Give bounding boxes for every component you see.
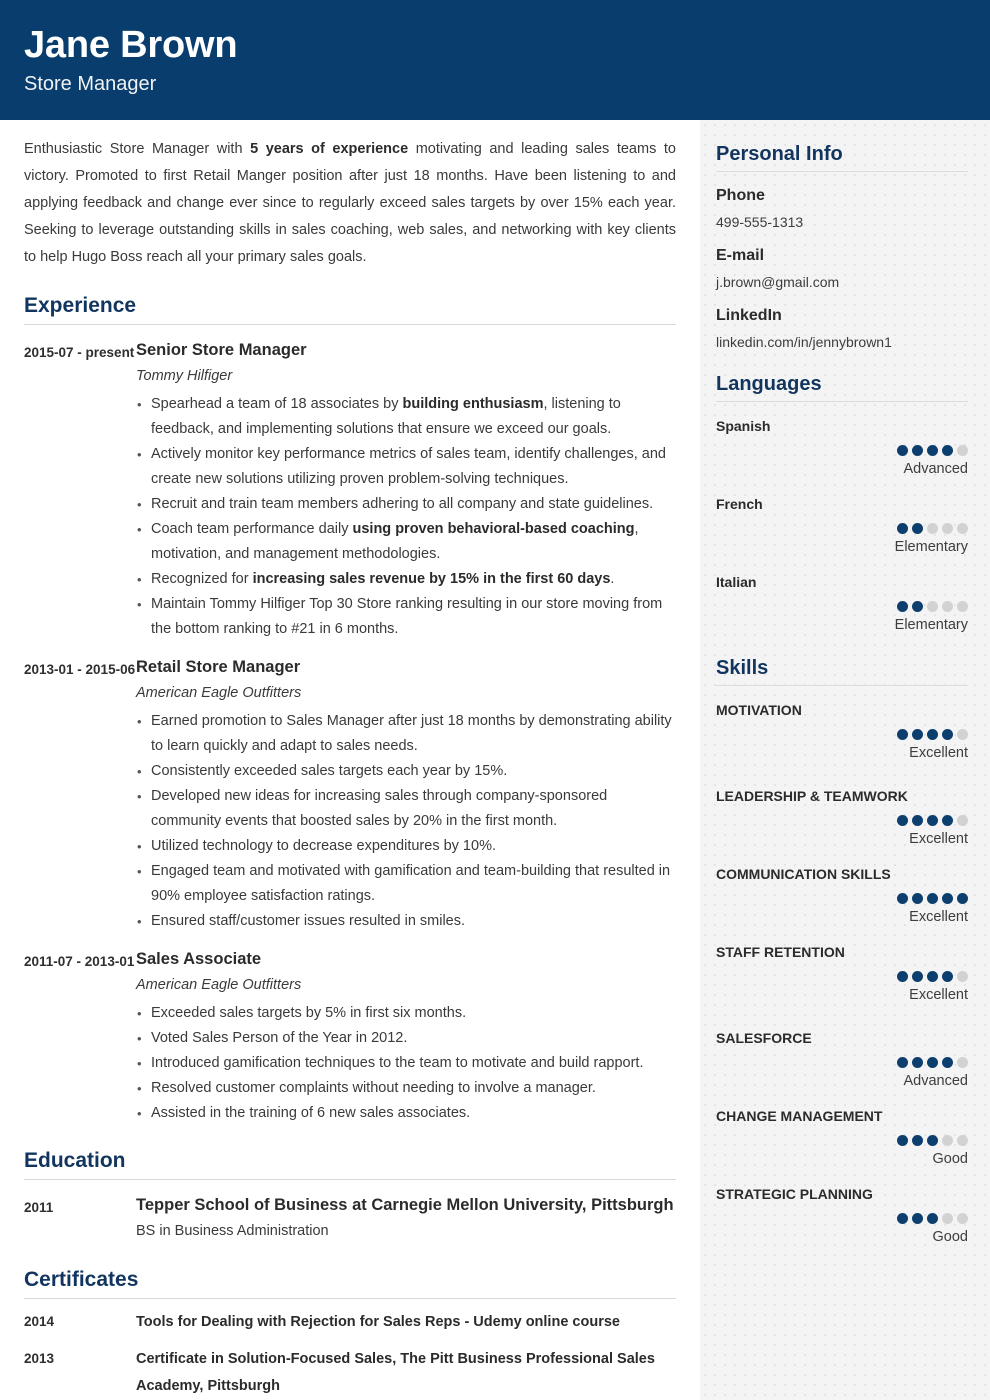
summary-part1: Enthusiastic Store Manager with — [24, 141, 251, 157]
entry-dates: 2013 — [24, 1351, 55, 1366]
entry-role: Sales Associate — [136, 950, 262, 968]
bullet-text: Coach team performance daily — [151, 521, 353, 537]
rating-dots — [716, 893, 968, 904]
rating-dot-filled — [942, 1057, 953, 1068]
rating-item — [716, 1028, 968, 1092]
rating-name: SALESFORCE — [716, 1030, 812, 1046]
rating-name: STRATEGIC PLANNING — [716, 1186, 873, 1202]
rating-dot-filled — [897, 1213, 908, 1224]
entry-bullet — [136, 1026, 676, 1051]
bullet-text: Voted Sales Person of the Year in 2012. — [151, 1030, 408, 1046]
resume-header — [0, 0, 990, 120]
entry-bullet — [136, 1051, 676, 1076]
bullet-text: Engaged team and motivated with gamification and team-building that resulted in 90% employee satisfaction ratings. — [151, 863, 671, 904]
bullet-text: Actively monitor key performance metrics of sales team, identify challenges, and create new solutions utilizing proven problem-solving techniques. — [151, 446, 666, 487]
bullet-text: Developed new ideas for increasing sales through company-sponsored community events that boosted sales by 20% in the first month. — [151, 788, 608, 829]
rating-name: Spanish — [716, 418, 771, 434]
rating-dot-empty — [957, 971, 968, 982]
bullet-text: Maintain Tommy Hilfiger Top 30 Store ranking resulting in our store moving from the bottom ranking to #21 in 6 months. — [151, 596, 663, 637]
rating-item — [716, 700, 968, 764]
bullet-text-tail: , listening to feedback, and implementing solutions that ensure we exceed our goals. — [151, 396, 621, 437]
bullet-text-tail: . — [610, 571, 615, 587]
entry-bullet-list — [136, 709, 676, 934]
entry-content — [136, 1193, 676, 1245]
rating-dot-filled — [927, 729, 938, 740]
entry-organization: American Eagle Outfitters — [136, 685, 302, 701]
entry-bullet-list — [136, 1001, 676, 1126]
bullet-text: Utilized technology to decrease expenditures by 10%. — [151, 838, 496, 854]
rating-dot-empty — [942, 601, 953, 612]
rating-dot-empty — [957, 601, 968, 612]
rating-dot-filled — [912, 1057, 923, 1068]
rating-dot-filled — [927, 971, 938, 982]
entry-dates: 2015-07 - present — [24, 345, 135, 360]
contact-label: Phone — [716, 187, 765, 204]
rating-dot-filled — [927, 445, 938, 456]
rating-dot-empty — [927, 601, 938, 612]
rating-dots — [716, 601, 968, 612]
entry-dates: 2011 — [24, 1200, 54, 1215]
rating-level: Excellent — [909, 745, 968, 761]
entry-bullet — [136, 909, 676, 934]
rating-dot-empty — [927, 523, 938, 534]
entry-organization: Tommy Hilfiger — [136, 368, 233, 384]
bullet-highlight: using proven behavioral-based coaching — [352, 521, 635, 537]
rating-dot-filled — [912, 1213, 923, 1224]
summary-highlight: 5 years of experience — [250, 141, 409, 157]
main-column — [0, 120, 700, 1400]
entry-dates: 2013-01 - 2015-06 — [24, 662, 136, 677]
bullet-text: Recognized for — [151, 571, 253, 587]
rating-dots — [716, 1135, 968, 1146]
entry-organization: American Eagle Outfitters — [136, 977, 302, 993]
rating-level: Excellent — [909, 909, 968, 925]
rating-level: Good — [932, 1151, 968, 1167]
education-degree: BS in Business Administration — [136, 1223, 329, 1239]
bullet-text: Consistently exceeded sales targets each year by 15%. — [151, 763, 508, 779]
rating-dot-filled — [927, 1213, 938, 1224]
rating-item — [716, 864, 968, 928]
rating-item — [716, 572, 968, 636]
entry-role: Senior Store Manager — [136, 341, 307, 359]
entry-bullet — [136, 1001, 676, 1026]
entry-bullet — [136, 492, 676, 517]
entry-bullet — [136, 592, 676, 642]
rating-dot-empty — [957, 445, 968, 456]
rating-dots — [716, 445, 968, 456]
sidebar-column — [700, 120, 990, 1400]
contact-value: j.brown@gmail.com — [716, 274, 840, 290]
rating-level: Excellent — [909, 831, 968, 847]
rating-dot-empty — [942, 1135, 953, 1146]
rating-dot-filled — [897, 601, 908, 612]
contact-value: linkedin.com/in/jennybrown1 — [716, 334, 892, 350]
bullet-text-tail: , motivation, and management methodologies. — [151, 521, 639, 562]
entry-bullet — [136, 859, 676, 909]
rating-name: Italian — [716, 574, 757, 590]
rating-name: MOTIVATION — [716, 702, 802, 718]
rating-dot-filled — [897, 1057, 908, 1068]
rating-name: LEADERSHIP & TEAMWORK — [716, 788, 908, 804]
rating-dot-filled — [912, 815, 923, 826]
contact-list — [716, 185, 968, 352]
rating-dots — [716, 815, 968, 826]
education-school: Tepper School of Business at Carnegie Mellon University, Pittsburgh — [136, 1196, 674, 1214]
bullet-text: Recruit and train team members adhering to all company and state guidelines. — [151, 496, 654, 512]
entry-bullet — [136, 442, 676, 492]
certificate-text: Tools for Dealing with Rejection for Sales Reps - Udemy online course — [136, 1314, 620, 1330]
rating-item — [716, 416, 968, 480]
rating-level: Elementary — [894, 539, 968, 555]
bullet-text: Ensured staff/customer issues resulted in smiles. — [151, 913, 466, 929]
rating-dots — [716, 523, 968, 534]
rating-dots — [716, 971, 968, 982]
entry-bullet — [136, 759, 676, 784]
bullet-text: Resolved customer complaints without needing to involve a manager. — [151, 1080, 596, 1096]
rating-dot-filled — [942, 729, 953, 740]
section-heading-experience: Experience — [24, 293, 676, 325]
rating-item — [716, 786, 968, 850]
certificates-list — [24, 1309, 676, 1400]
rating-dot-empty — [957, 1213, 968, 1224]
rating-item — [716, 1184, 968, 1248]
rating-dot-empty — [942, 523, 953, 534]
section-heading-skills: Skills — [716, 656, 968, 686]
rating-dot-filled — [912, 729, 923, 740]
bullet-highlight: increasing sales revenue by 15% in the first 60 days — [252, 571, 611, 587]
professional-summary — [24, 136, 676, 271]
rating-dot-filled — [927, 893, 938, 904]
rating-name: CHANGE MANAGEMENT — [716, 1108, 883, 1124]
rating-dot-empty — [957, 729, 968, 740]
rating-dot-filled — [897, 729, 908, 740]
entry-dates: 2014 — [24, 1314, 55, 1329]
rating-dot-filled — [897, 445, 908, 456]
candidate-job-title: Store Manager — [24, 73, 157, 95]
rating-dot-filled — [897, 971, 908, 982]
rating-dot-empty — [957, 1135, 968, 1146]
rating-dot-filled — [942, 445, 953, 456]
rating-dots — [716, 729, 968, 740]
rating-dot-filled — [912, 445, 923, 456]
rating-level: Advanced — [903, 461, 968, 477]
rating-dot-filled — [897, 893, 908, 904]
entry-bullet — [136, 709, 676, 759]
contact-value: 499-555-1313 — [716, 214, 804, 230]
section-heading-personal-info: Personal Info — [716, 142, 968, 172]
entry-role: Retail Store Manager — [136, 658, 301, 676]
experience-entry — [24, 338, 676, 642]
section-heading-certificates: Certificates — [24, 1267, 676, 1299]
entry-bullet — [136, 392, 676, 442]
candidate-name: Jane Brown — [24, 24, 238, 66]
section-heading-languages: Languages — [716, 372, 968, 402]
rating-dot-filled — [912, 893, 923, 904]
rating-dot-filled — [897, 523, 908, 534]
rating-dot-empty — [957, 1057, 968, 1068]
entry-bullet — [136, 517, 676, 567]
entry-bullet-list — [136, 392, 676, 642]
contact-label: LinkedIn — [716, 307, 782, 324]
rating-dot-filled — [927, 815, 938, 826]
rating-dot-filled — [927, 1057, 938, 1068]
rating-name: STAFF RETENTION — [716, 944, 845, 960]
entry-content — [136, 655, 676, 934]
rating-level: Excellent — [909, 987, 968, 1003]
bullet-highlight: building enthusiasm — [402, 396, 544, 412]
entry-content — [136, 338, 676, 642]
bullet-text: Exceeded sales targets by 5% in first six months. — [151, 1005, 467, 1021]
rating-dots — [716, 1057, 968, 1068]
bullet-text: Spearhead a team of 18 associates by — [151, 396, 403, 412]
rating-level: Advanced — [903, 1073, 968, 1089]
entry-content — [136, 947, 676, 1126]
rating-name: French — [716, 496, 763, 512]
rating-dot-empty — [957, 523, 968, 534]
entry-bullet — [136, 567, 676, 592]
bullet-text: Assisted in the training of 6 new sales associates. — [151, 1105, 471, 1121]
rating-dot-filled — [912, 971, 923, 982]
rating-item — [716, 942, 968, 1006]
rating-dot-empty — [942, 1213, 953, 1224]
certificate-entry — [24, 1346, 676, 1400]
rating-dot-filled — [912, 601, 923, 612]
rating-level: Good — [932, 1229, 968, 1245]
rating-item — [716, 1106, 968, 1170]
rating-dots — [716, 1213, 968, 1224]
rating-dot-filled — [927, 1135, 938, 1146]
entry-bullet — [136, 1076, 676, 1101]
experience-entry — [24, 947, 676, 1126]
entry-bullet — [136, 1101, 676, 1126]
bullet-text: Earned promotion to Sales Manager after just 18 months by demonstrating ability to learn quickly and adapt to sales needs. — [151, 713, 672, 754]
resume-body — [0, 120, 990, 1400]
entry-bullet — [136, 834, 676, 859]
rating-dot-empty — [957, 815, 968, 826]
rating-dot-filled — [957, 893, 968, 904]
rating-dot-filled — [897, 815, 908, 826]
experience-list — [24, 338, 676, 1126]
experience-entry — [24, 655, 676, 934]
section-heading-education: Education — [24, 1148, 676, 1180]
entry-dates: 2011-07 - 2013-01 — [24, 954, 135, 969]
skills-list — [716, 700, 968, 1248]
entry-bullet — [136, 784, 676, 834]
rating-dot-filled — [912, 523, 923, 534]
rating-dot-filled — [942, 893, 953, 904]
bullet-text: Introduced gamification techniques to the team to motivate and build rapport. — [151, 1055, 644, 1071]
rating-level: Elementary — [894, 617, 968, 633]
contact-label: E-mail — [716, 247, 765, 264]
rating-item — [716, 494, 968, 558]
rating-dot-filled — [942, 971, 953, 982]
summary-part2: motivating and leading sales teams to victory. Promoted to first Retail Manger position after just 18 months. Have been listening to and applying feedback and change ever since to regularly exceed sales targets by over 15% each year. Seeking to leverage outstanding skills in sales coaching, web sales, and networking with key clients to help Hugo Boss reach all your primary sales goals. — [24, 141, 676, 265]
languages-list — [716, 416, 968, 636]
rating-dot-filled — [912, 1135, 923, 1146]
rating-name: COMMUNICATION SKILLS — [716, 866, 891, 882]
rating-dot-filled — [897, 1135, 908, 1146]
education-entry — [24, 1193, 676, 1245]
certificate-text: Certificate in Solution-Focused Sales, The Pitt Business Professional Sales Academy, Pittsburgh — [136, 1351, 655, 1394]
rating-dot-filled — [942, 815, 953, 826]
education-list — [24, 1193, 676, 1245]
certificate-entry — [24, 1309, 676, 1336]
